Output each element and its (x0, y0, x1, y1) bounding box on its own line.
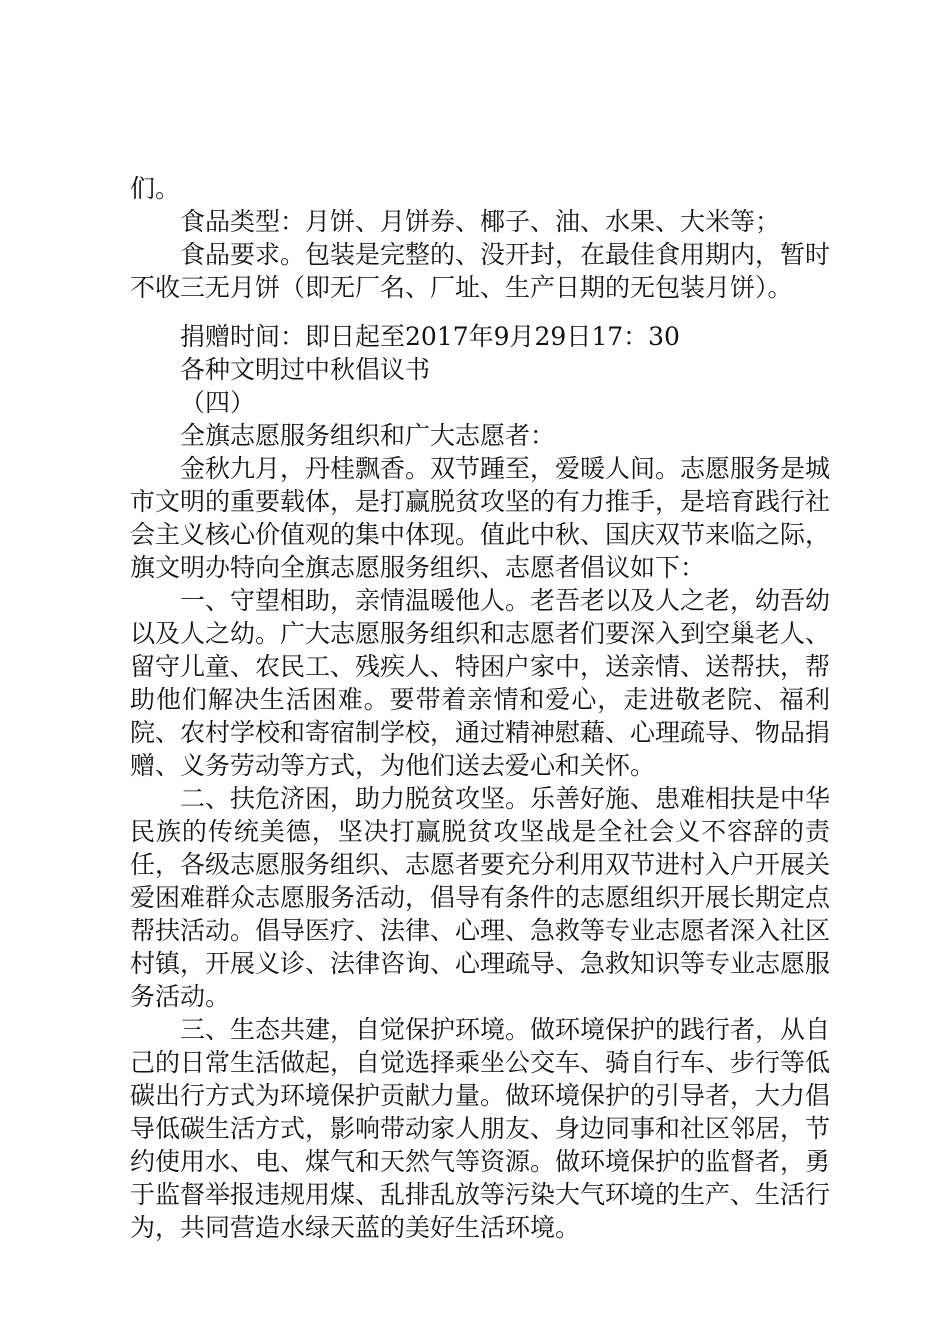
document-page (130, 172, 830, 1244)
paragraph-food-types: 食品类型：月饼、月饼券、椰子、油、水果、大米等； (180, 207, 781, 236)
paragraph-food-requirements: 食品要求。包装是完整的、没开封，在最佳食用期内，暂时不收三无月饼（即无厂名、厂址、生产日期的无包装月饼）。 (130, 240, 831, 302)
paragraph-item-three: 三、生态共建，自觉保护环境。做环境保护的践行者，从自己的日常生活做起，自觉选择乘坐公交车、骑自行车、步行等低碳出行方式为环境保护贡献力量。做环境保护的引导者，大力倡导低碳生活方式，影响带动家人朋友、身边同事和社区邻居，节约使用水、电、煤气和天然气等资源。做环境保护的监督者，勇于监督举报违规用煤、乱排乱放等污染大气环境的生产、生活行为，共同营造水绿天蓝的美好生活环境。 (130, 1015, 831, 1242)
paragraph-intro: 金秋九月，丹桂飘香。双节踵至，爱暖人间。志愿服务是城市文明的重要载体，是打赢脱贫攻坚的有力推手，是培育践行社会主义核心价值观的集中体现。值此中秋、国庆双节来临之际，旗文明办特向全旗志愿服务组织、志愿者倡议如下： (130, 454, 831, 582)
paragraph-item-one: 一、守望相助，亲情温暖他人。老吾老以及人之老，幼吾幼以及人之幼。广大志愿服务组织和志愿者们要深入到空巢老人、留守儿童、农民工、残疾人、特困户家中，送亲情、送帮扶，帮助他们解决生活困难。要带着亲情和爱心，走进敬老院、福利院、农村学校和寄宿制学校，通过精神慰藉、心理疏导、物品捐赠、义务劳动等方式，为他们送去爱心和关怀。 (130, 586, 831, 780)
paragraph-donation-time: 捐赠时间：即日起至2017年9月29日17：30 (180, 322, 680, 351)
paragraph-section-number: （四） (180, 388, 256, 417)
paragraph-gap (130, 304, 830, 320)
paragraph-salutation: 全旗志愿服务组织和广大志愿者： (180, 421, 556, 450)
paragraph-continuation: 们。 (130, 174, 181, 203)
paragraph-proposal-title: 各种文明过中秋倡议书 (180, 355, 431, 384)
paragraph-item-two: 二、扶危济困，助力脱贫攻坚。乐善好施、患难相扶是中华民族的传统美德，坚决打赢脱贫攻坚战是全社会义不容辞的责任，各级志愿服务组织、志愿者要充分利用双节进村入户开展关爱困难群众志愿服务活动，倡导有条件的志愿组织开展长期定点帮扶活动。倡导医疗、法律、心理、急救等专业志愿者深入社区村镇，开展义诊、法律咨询、心理疏导、急救知识等专业志愿服务活动。 (130, 784, 831, 1011)
